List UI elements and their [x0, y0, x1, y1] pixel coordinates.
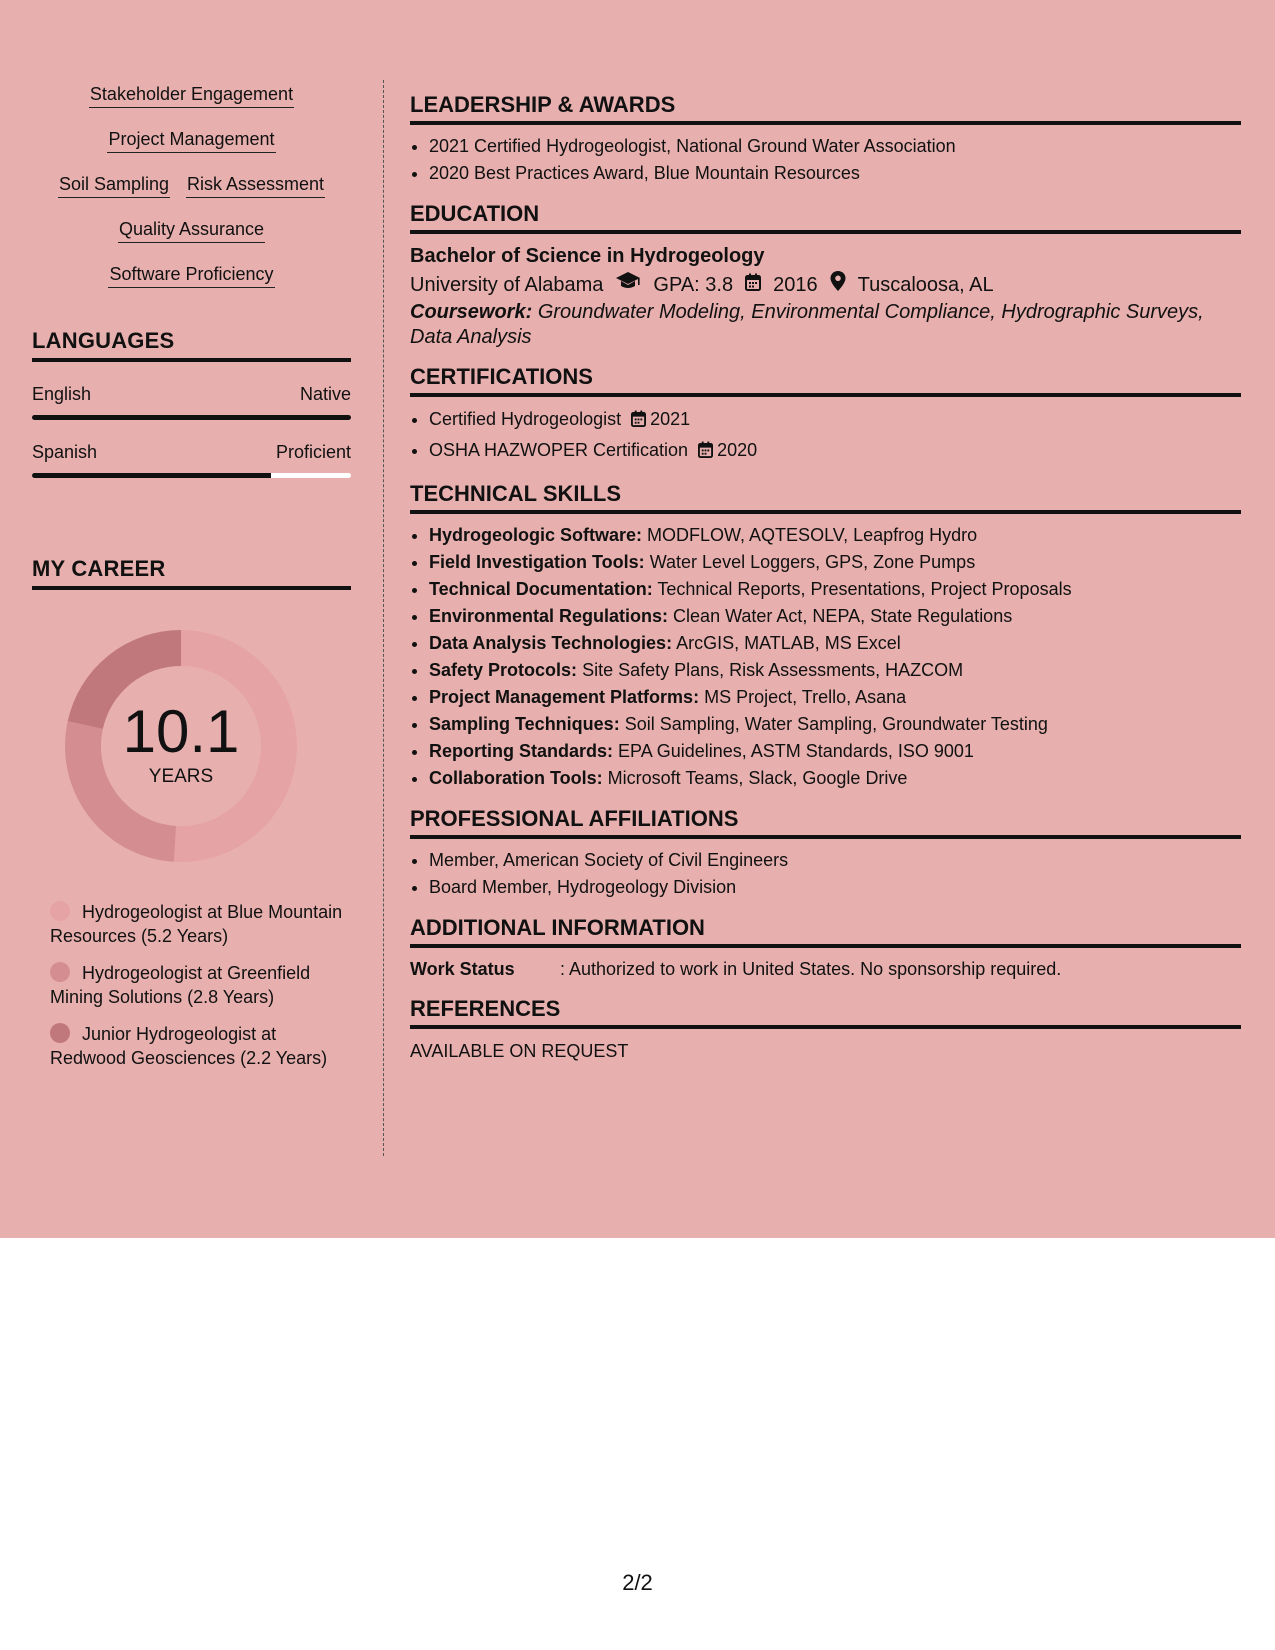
references-heading: REFERENCES [410, 996, 1241, 1029]
technical-skill-category: Sampling Techniques: [429, 714, 620, 734]
work-status-label: Work Status [410, 959, 515, 979]
certification-item [429, 436, 1241, 467]
affiliation-item: • Member, American Society of Civil Engineers [429, 847, 1241, 874]
skill-tag: Soil Sampling [58, 171, 170, 198]
technical-skill-category: Environmental Regulations: [429, 606, 669, 626]
language-name: English [32, 384, 92, 404]
career-legend-item [50, 961, 351, 1009]
language-row [32, 442, 351, 463]
certifications-heading: CERTIFICATIONS [410, 364, 1241, 397]
certification-item [429, 405, 1241, 436]
additional-info-heading: ADDITIONAL INFORMATION [410, 915, 1241, 948]
technical-skill-values: Clean Water Act, NEPA, State Regulations [673, 606, 1013, 626]
degree-title: Bachelor of Science in Hydrogeology [410, 245, 765, 267]
work-status-value: : Authorized to work in United States. No sponsorship required. [560, 959, 1062, 979]
language-name: Spanish [32, 442, 98, 462]
leadership-item: • 2021 Certified Hydrogeologist, National Ground Water Association [429, 133, 1241, 160]
technical-skills-heading: TECHNICAL SKILLS [410, 481, 1241, 514]
certification-name: Certified Hydrogeologist [429, 409, 622, 429]
technical-skills-list [410, 522, 1241, 792]
languages-section [32, 328, 351, 478]
location-pin-icon [830, 270, 846, 300]
technical-skill-values: ArcGIS, MATLAB, MS Excel [676, 633, 901, 653]
career-unit: YEARS [148, 766, 214, 787]
technical-skill-values: Microsoft Teams, Slack, Google Drive [607, 768, 908, 788]
work-status [410, 956, 1241, 982]
technical-skill-item [429, 603, 1241, 630]
certification-name: OSHA HAZWOPER Certification [429, 440, 689, 460]
skills-row [32, 80, 351, 108]
technical-skill-item [429, 522, 1241, 549]
education-section [410, 201, 1241, 350]
language-item [32, 442, 351, 478]
language-bar-fill [32, 473, 271, 478]
additional-info-section [410, 915, 1241, 982]
skills-row [32, 215, 351, 243]
school-location: Tuscaloosa, AL [857, 274, 994, 296]
technical-skill-values: EPA Guidelines, ASTM Standards, ISO 9001 [618, 741, 974, 761]
skills-tags [32, 80, 351, 288]
coursework [410, 300, 1241, 350]
technical-skill-item [429, 684, 1241, 711]
technical-skill-item [429, 576, 1241, 603]
affiliations-section [410, 806, 1241, 901]
technical-skill-category: Hydrogeologic Software: [429, 525, 643, 545]
affiliation-item: • Board Member, Hydrogeology Division [429, 874, 1241, 901]
technical-skill-category: Technical Documentation: [429, 579, 653, 599]
certifications-section [410, 364, 1241, 467]
certification-year: 2020 [717, 440, 758, 460]
language-level: Proficient [275, 442, 351, 462]
career-legend-item [50, 900, 351, 948]
legend-dot-icon [50, 1023, 70, 1043]
career-heading: MY CAREER [32, 556, 351, 590]
leadership-section [410, 92, 1241, 187]
career-legend-label: Hydrogeologist at Greenfield Mining Solutions (2.8 Years) [50, 963, 311, 1007]
certifications-list [410, 405, 1241, 467]
technical-skill-category: Field Investigation Tools: [429, 552, 645, 572]
column-divider [383, 80, 384, 1156]
technical-skill-values: MS Project, Trello, Asana [704, 687, 907, 707]
calendar-icon [698, 438, 713, 467]
coursework-label: Coursework: [410, 301, 533, 323]
language-item [32, 384, 351, 420]
technical-skill-item [429, 738, 1241, 765]
technical-skill-item [429, 711, 1241, 738]
technical-skill-category: Data Analysis Technologies: [429, 633, 673, 653]
technical-skill-item [429, 657, 1241, 684]
skills-row [32, 125, 351, 153]
language-level: Native [299, 384, 351, 404]
skills-row [32, 170, 351, 198]
career-legend-item [50, 1022, 351, 1070]
technical-skill-category: Project Management Platforms: [429, 687, 700, 707]
skills-row [32, 260, 351, 288]
technical-skill-category: Reporting Standards: [429, 741, 614, 761]
skill-tag: Risk Assessment [186, 171, 325, 198]
career-legend [50, 900, 351, 1070]
language-row [32, 384, 351, 405]
technical-skill-item [429, 765, 1241, 792]
graduation-year: 2016 [773, 274, 818, 296]
technical-skills-section [410, 481, 1241, 792]
leadership-list [410, 133, 1241, 187]
education-heading: EDUCATION [410, 201, 1241, 234]
affiliations-list [410, 847, 1241, 901]
languages-heading: LANGUAGES [32, 328, 351, 362]
technical-skill-category: Safety Protocols: [429, 660, 578, 680]
skill-tag: Quality Assurance [118, 216, 265, 243]
calendar-icon [631, 407, 646, 436]
technical-skill-values: MODFLOW, AQTESOLV, Leapfrog Hydro [647, 525, 978, 545]
career-total: 10.1 [122, 698, 240, 765]
technical-skill-category: Collaboration Tools: [429, 768, 603, 788]
page-number: 2/2 [622, 1570, 653, 1595]
career-donut-chart [65, 630, 297, 862]
leadership-item: • 2020 Best Practices Award, Blue Mountain Resources [429, 160, 1241, 187]
school-name: University of Alabama [410, 274, 604, 296]
certification-year: 2021 [650, 409, 691, 429]
technical-skill-values: Water Level Loggers, GPS, Zone Pumps [649, 552, 976, 572]
education-details [410, 270, 1241, 300]
technical-skill-item [429, 549, 1241, 576]
career-section [32, 556, 351, 1070]
career-legend-label: Junior Hydrogeologist at Redwood Geosciences (2.2 Years) [50, 1024, 328, 1068]
gpa: GPA: 3.8 [653, 274, 734, 296]
graduation-cap-icon [615, 270, 641, 300]
languages-list [32, 384, 351, 478]
skill-tag: Project Management [107, 126, 275, 153]
technical-skill-values: Technical Reports, Presentations, Project Proposals [657, 579, 1072, 599]
legend-dot-icon [50, 901, 70, 921]
technical-skill-values: Soil Sampling, Water Sampling, Groundwater Testing [624, 714, 1048, 734]
language-bar [32, 415, 351, 420]
career-legend-label: Hydrogeologist at Blue Mountain Resources (5.2 Years) [50, 902, 343, 946]
language-bar-fill [32, 415, 351, 420]
left-column [32, 80, 351, 1083]
leadership-heading: LEADERSHIP & AWARDS [410, 92, 1241, 125]
technical-skill-values: Site Safety Plans, Risk Assessments, HAZCOM [582, 660, 964, 680]
references-text: AVAILABLE ON REQUEST [410, 1041, 629, 1061]
legend-dot-icon [50, 962, 70, 982]
right-column [410, 92, 1241, 1076]
calendar-icon [745, 270, 761, 300]
skill-tag: Software Proficiency [108, 261, 274, 288]
skill-tag: Stakeholder Engagement [89, 81, 294, 108]
technical-skill-item [429, 630, 1241, 657]
coursework-text: Groundwater Modeling, Environmental Compliance, Hydrographic Surveys, Data Analysis [410, 301, 1204, 348]
references-section [410, 996, 1241, 1062]
language-bar [32, 473, 351, 478]
affiliations-heading: PROFESSIONAL AFFILIATIONS [410, 806, 1241, 839]
